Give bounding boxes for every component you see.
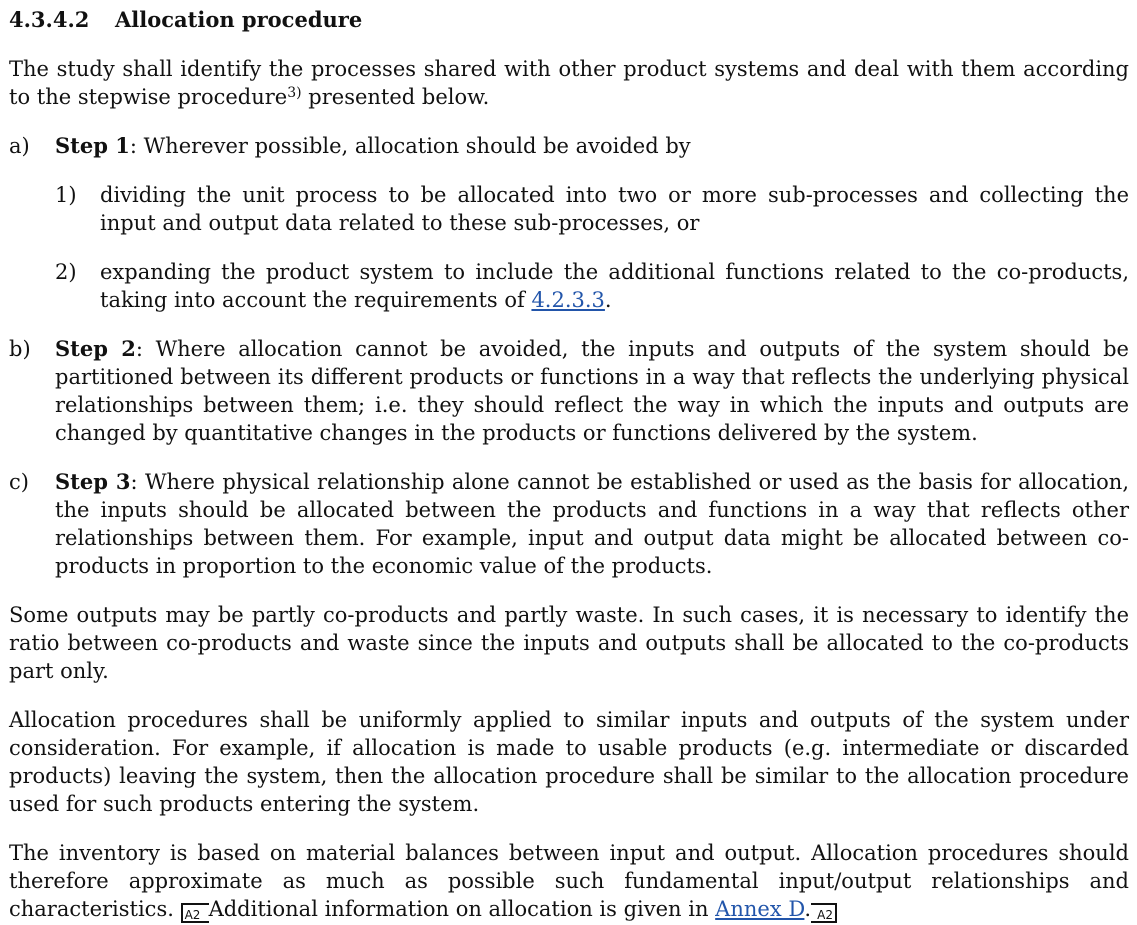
sub-step-text: dividing the unit process to be allocated into two or more sub-processes and collecting the input and output data related to these sub-processes, or: [100, 183, 1129, 235]
section-title: Allocation procedure: [115, 7, 363, 32]
step-body: [55, 335, 1129, 447]
step-marker: a): [9, 134, 30, 158]
amendment-end-marker: A2: [811, 903, 837, 923]
sub-step-marker: 1): [55, 183, 77, 207]
step-label: Step 2: [55, 336, 136, 361]
section-heading: [9, 6, 1129, 34]
step-text: : Where allocation cannot be avoided, the inputs and outputs of the system should be partitioned between its different products or functions in a way that reflects the underlying physical relationships between them; i.e. they should reflect the way in which the inputs and outputs are changed by quantitative changes in the products or functions delivered by the system.: [55, 337, 1129, 445]
amendment-start-marker: A2: [181, 903, 209, 923]
sub-step-text: expanding the product system to include the additional functions related to the co-products, taking into account the requirements of: [100, 260, 1129, 312]
step-body: [55, 132, 1129, 160]
step-3: [9, 468, 1129, 580]
clause-link[interactable]: 4.2.3.3: [531, 288, 605, 312]
step-1-sublist: [55, 181, 1129, 314]
inventory-paragraph: [9, 839, 1129, 923]
step-text: : Where physical relationship alone cannot be established or used as the basis for allocation, the inputs should be allocated between the products and functions in a way that reflects other relationships between them. For example, input and output data might be allocated between co-products in proportion to the economic value of the products.: [55, 470, 1129, 578]
sub-step-body: [100, 258, 1129, 314]
waste-paragraph: Some outputs may be partly co-products and partly waste. In such cases, it is necessary to identify the ratio between co-products and waste since the inputs and outputs shall be allocated to the co-products part only.: [9, 603, 1129, 683]
intro-text: The study shall identify the processes shared with other product systems and deal with them according to the stepwise procedure: [9, 57, 1129, 109]
annex-text-after: .: [804, 897, 812, 921]
annex-link[interactable]: Annex D: [715, 897, 805, 921]
section-number: 4.3.4.2: [9, 7, 90, 32]
intro-paragraph: [9, 55, 1129, 111]
sub-step-text-after: .: [604, 288, 612, 312]
sub-step-1: [55, 181, 1129, 237]
annex-text: Additional information on allocation is given in: [208, 897, 716, 921]
sub-step-2: [55, 258, 1129, 314]
step-label: Step 1: [55, 133, 130, 158]
uniform-paragraph: Allocation procedures shall be uniformly applied to similar inputs and outputs of the system under consideration. For example, if allocation is made to usable products (e.g. intermediate or discarded products) leaving the system, then the allocation procedure shall be similar to the allocation procedure used for such products entering the system.: [9, 708, 1129, 816]
inventory-text: The inventory is based on material balances between input and output. Allocation procedures should therefore approximate as much as possible such fundamental input/output relationships and characteristics.: [9, 841, 1129, 921]
step-label: Step 3: [55, 469, 131, 494]
step-marker: b): [9, 337, 31, 361]
footnote-ref[interactable]: 3): [287, 85, 302, 101]
step-marker: c): [9, 470, 29, 494]
step-body: [55, 468, 1129, 580]
step-1: [9, 132, 1129, 160]
step-2: [9, 335, 1129, 447]
intro-text-after: presented below.: [301, 85, 490, 109]
sub-step-marker: 2): [55, 260, 77, 284]
step-text: : Wherever possible, allocation should be avoided by: [129, 134, 691, 158]
